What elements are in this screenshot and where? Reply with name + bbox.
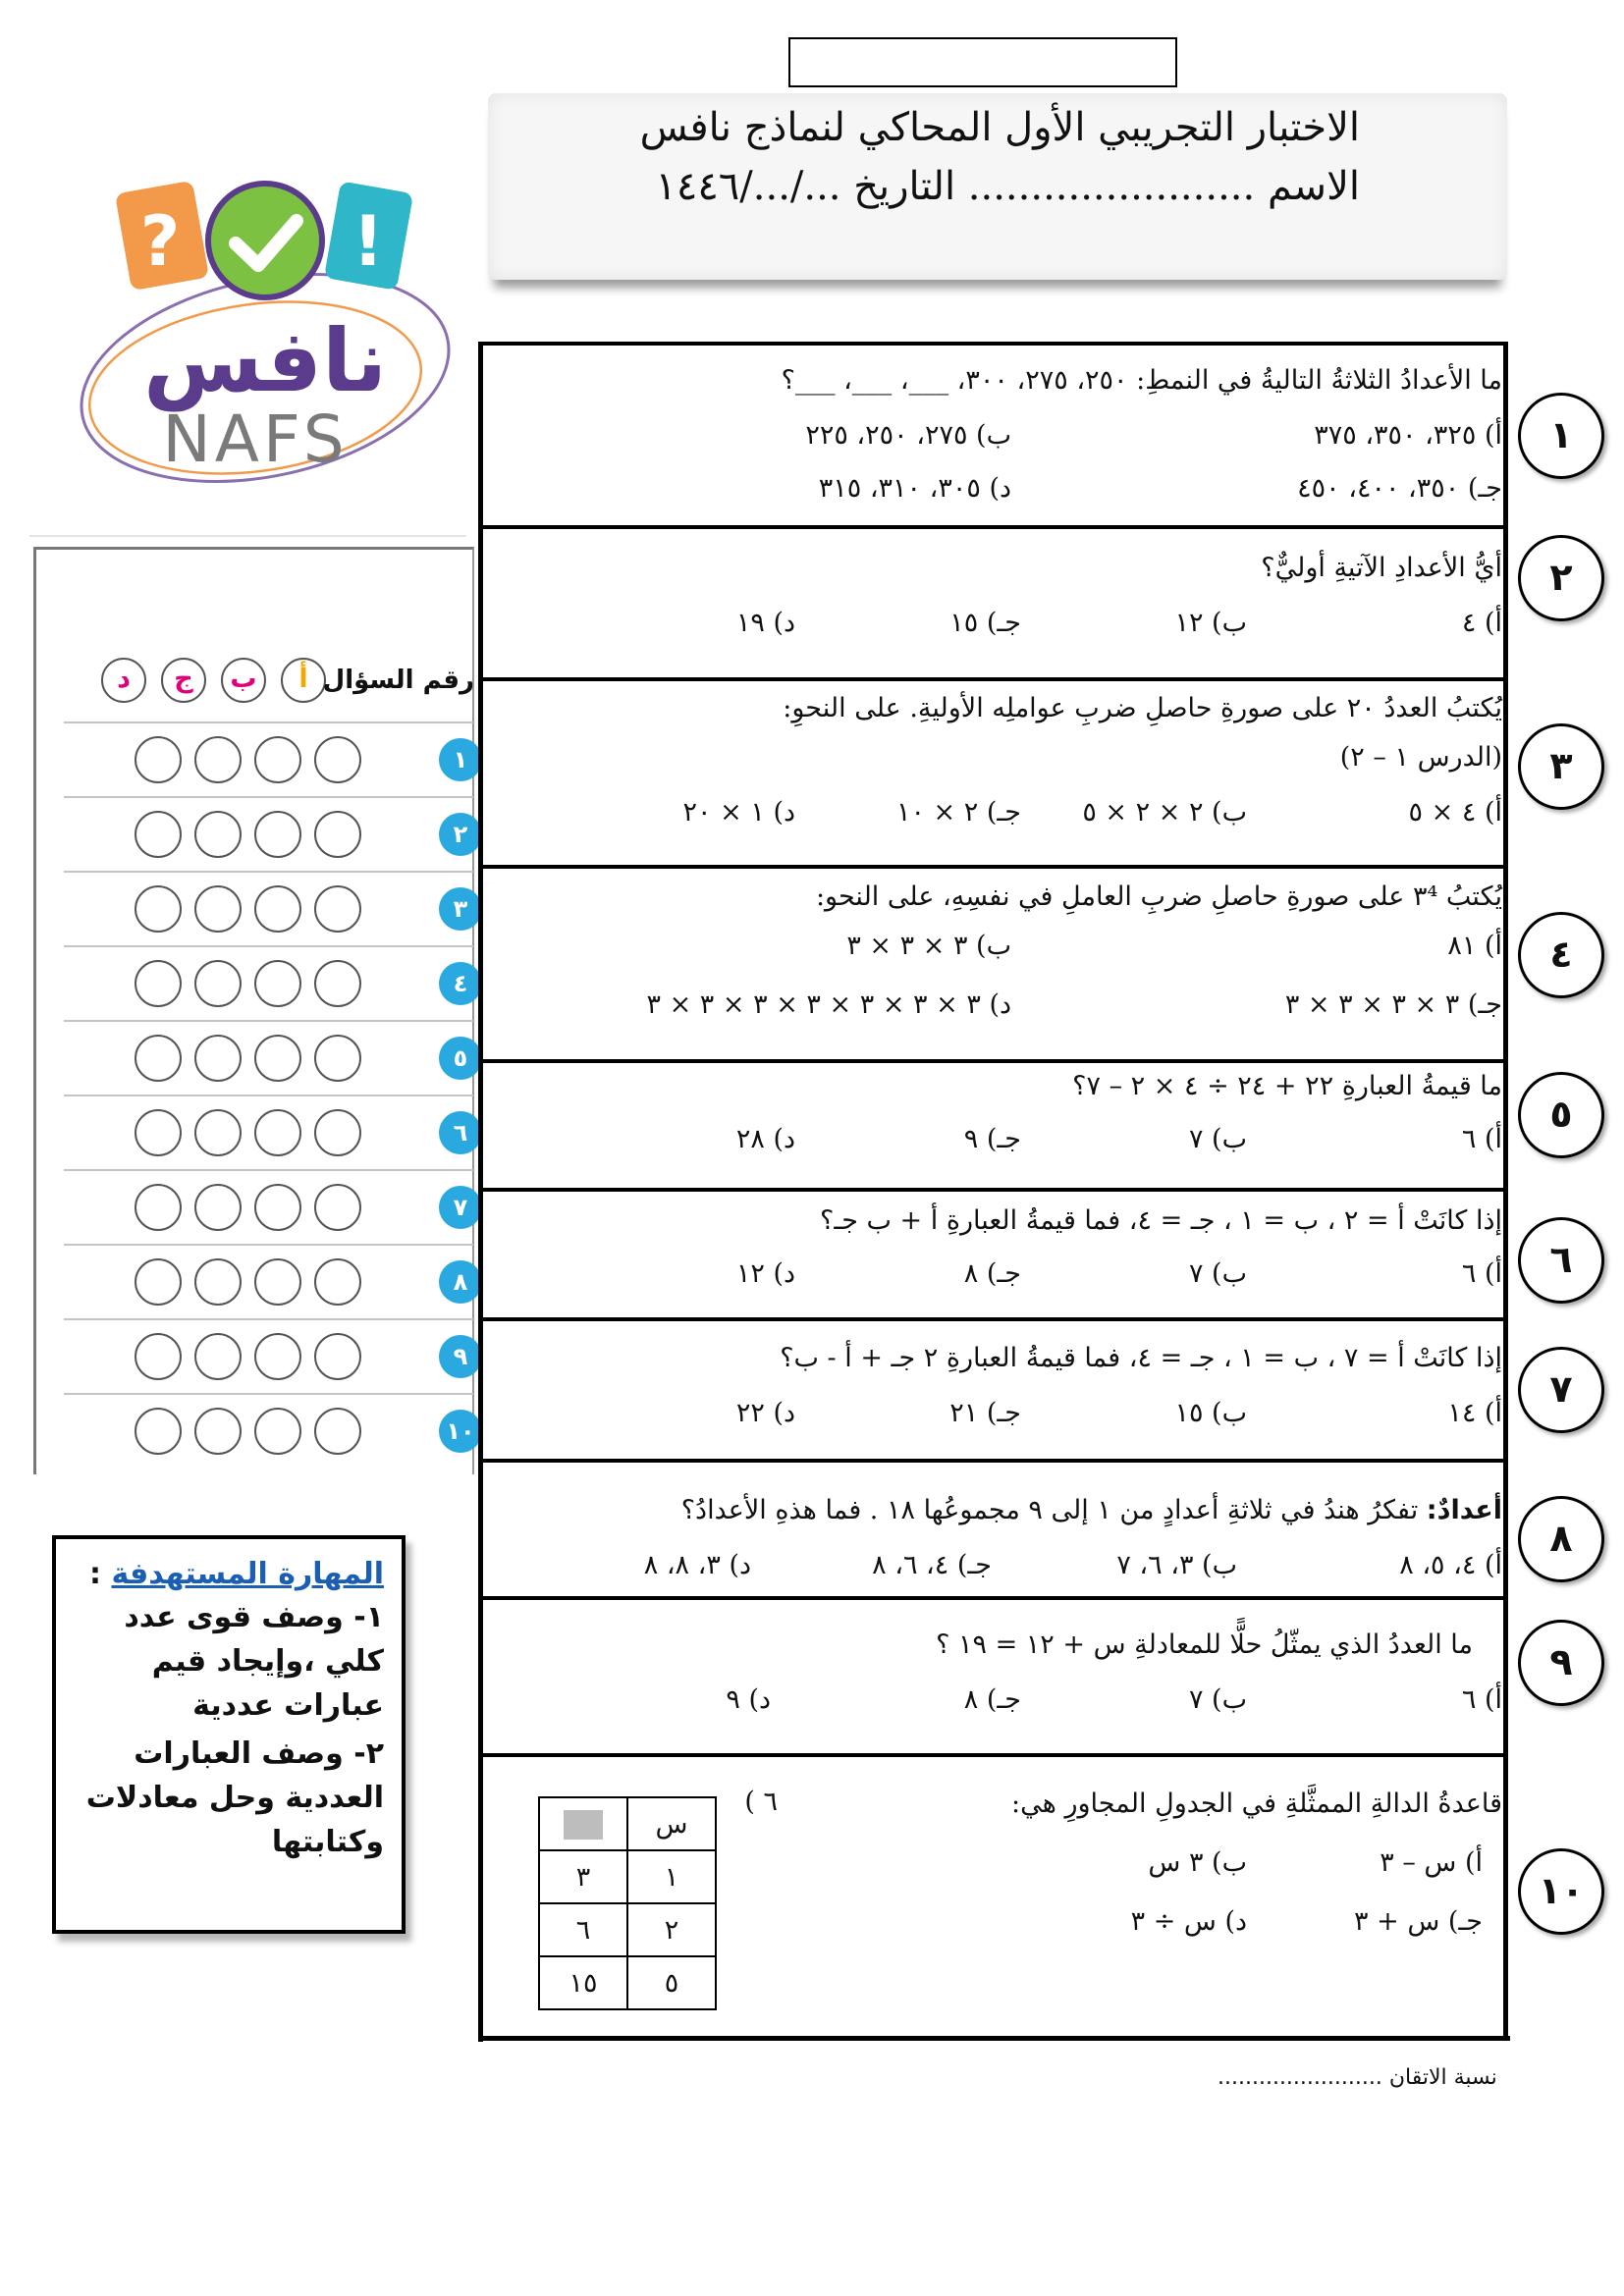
option-c[interactable]: جـ) ٨	[963, 1684, 1021, 1715]
choice-header-d: د	[101, 658, 146, 703]
option-b[interactable]: ب) ٧	[1188, 1258, 1247, 1289]
answer-bubble-a[interactable]	[314, 1258, 361, 1306]
table-header-output	[539, 1797, 627, 1850]
option-c[interactable]: جـ) ٩	[963, 1124, 1021, 1154]
question-stem: أيُّ الأعدادِ الآتيةِ أوليٌّ؟	[1261, 553, 1502, 583]
table-cell-output: ٣	[539, 1850, 627, 1903]
question-number-4: ٤	[1518, 912, 1604, 998]
question-number-2: ٢	[1518, 535, 1604, 621]
option-d[interactable]: د) س ÷ ٣	[1130, 1906, 1247, 1937]
question-5	[491, 1065, 1502, 1183]
answer-row	[64, 721, 473, 796]
option-c[interactable]: جـ) ٢١	[949, 1398, 1021, 1428]
option-b[interactable]: ب) ٢ × ٢ × ٥	[1082, 797, 1247, 828]
option-b[interactable]: ب) ٣ × ٣ × ٣	[846, 931, 1011, 961]
nafs-logo	[69, 167, 461, 491]
answer-bubble-j[interactable]	[194, 736, 242, 783]
answer-sheet-header	[101, 658, 474, 707]
answer-bubble-a[interactable]	[314, 1184, 361, 1231]
stem-label: أعدادٌ:	[1426, 1495, 1502, 1525]
question-9	[491, 1618, 1502, 1745]
option-c[interactable]: جـ) ٣ × ٣ × ٣ × ٣	[1284, 989, 1502, 1020]
answer-bubble-d[interactable]	[135, 1258, 182, 1306]
answer-bubble-d[interactable]	[135, 1109, 182, 1156]
answer-bubble-d[interactable]	[135, 811, 182, 858]
option-c[interactable]: جـ) س + ٣	[1354, 1906, 1483, 1937]
option-d[interactable]: د) ٢٢	[735, 1398, 795, 1428]
table-cell-input: ٢	[627, 1903, 716, 1956]
answer-bubble-d[interactable]	[135, 1333, 182, 1380]
answer-bubble-d[interactable]	[135, 1035, 182, 1082]
option-b[interactable]: ب) ١٥	[1174, 1398, 1247, 1428]
option-b[interactable]: ب) ١٢	[1174, 608, 1247, 638]
answer-row-number: ٥	[439, 1037, 482, 1080]
answer-bubble-a[interactable]	[314, 1035, 361, 1082]
logo-latin: NAFS	[162, 401, 349, 477]
name-date-line: الاسم ....................... التاريخ .../.../١٤٤٦	[655, 164, 1360, 209]
answer-row	[64, 1020, 473, 1095]
option-a[interactable]: أ) ٤، ٥، ٨	[1399, 1550, 1502, 1580]
table-row	[539, 1956, 716, 2009]
option-a[interactable]: أ) س – ٣	[1380, 1847, 1483, 1878]
answer-bubble-d[interactable]	[135, 960, 182, 1007]
function-table	[538, 1796, 717, 2010]
exclamation-glyph: !	[352, 201, 384, 282]
table-header-row	[539, 1797, 716, 1850]
option-b[interactable]: ب) ٣، ٦، ٧	[1116, 1550, 1237, 1580]
answer-row	[64, 1169, 473, 1244]
option-b[interactable]: ب) ٧	[1188, 1124, 1247, 1154]
frame-bottom-rule	[478, 2036, 1510, 2041]
answer-bubble-b[interactable]	[254, 885, 301, 933]
question-number-6: ٦	[1518, 1217, 1604, 1304]
question-stem: ما العددُ الذي يمثّلُ حلًّا للمعادلةِ س + ١٢ = ١٩ ؟	[936, 1629, 1473, 1660]
question-divider	[478, 525, 1508, 529]
answer-bubble-d[interactable]	[135, 1184, 182, 1231]
answer-row	[64, 1095, 473, 1169]
table-row	[539, 1850, 716, 1903]
answer-bubble-b[interactable]	[254, 1258, 301, 1306]
question-stem: يُكتبُ ٣⁴ على صورةِ حاصلِ ضربِ العاملِ في نفسِهِ، على النحو:	[815, 881, 1502, 912]
answer-row-number: ٦	[439, 1111, 482, 1154]
question-stem	[681, 1495, 1502, 1525]
option-d[interactable]: د) ١٢	[735, 1258, 795, 1289]
answer-row-number: ٢	[439, 813, 482, 856]
answer-bubble-b[interactable]	[254, 1035, 301, 1082]
option-c[interactable]: جـ) ٢ × ١٠	[895, 797, 1021, 828]
answer-bubble-j[interactable]	[194, 1109, 242, 1156]
logo-divider	[29, 535, 466, 537]
question-divider	[478, 1317, 1508, 1321]
answer-bubble-a[interactable]	[314, 1333, 361, 1380]
question-3	[491, 687, 1502, 864]
answer-bubble-j[interactable]	[194, 1035, 242, 1082]
table-header-input: س	[627, 1797, 716, 1850]
question-stem: يُكتبُ العددُ ٢٠ على صورةِ حاصلِ ضربِ عواملِه الأوليةِ. على النحوِ:	[783, 693, 1502, 723]
answer-bubble-d[interactable]	[135, 1408, 182, 1455]
table-cell-output: ١٥	[539, 1956, 627, 2009]
answer-row-number: ٨	[439, 1260, 482, 1304]
question-number-1: ١	[1518, 393, 1604, 479]
answer-bubble-a[interactable]	[314, 1408, 361, 1455]
question-mark-glyph: ?	[139, 201, 181, 282]
question-number-3: ٣	[1518, 723, 1604, 810]
answer-row-number: ٣	[439, 887, 482, 931]
answer-bubble-a[interactable]	[314, 736, 361, 783]
option-d[interactable]: د) ٣٠٥، ٣١٠، ٣١٥	[818, 473, 1011, 504]
skills-title-text: المهارة المستهدفة	[111, 1557, 384, 1591]
skills-title-colon: :	[88, 1557, 112, 1591]
question-number-5: ٥	[1518, 1072, 1604, 1158]
choice-header-a: أ	[281, 658, 326, 703]
option-a[interactable]: أ) ٦	[1461, 1258, 1502, 1289]
answer-bubble-j[interactable]	[194, 960, 242, 1007]
table-note: ٦ )	[744, 1787, 778, 1817]
option-a[interactable]: أ) ٤ × ٥	[1408, 797, 1502, 828]
option-d[interactable]: د) ٣، ٨، ٨	[643, 1550, 751, 1580]
answer-bubble-d[interactable]	[135, 736, 182, 783]
option-b[interactable]: ب) ٧	[1188, 1684, 1247, 1715]
question-number-7: ٧	[1518, 1347, 1604, 1433]
question-stem: إذا كانَتْ أ = ٢ ، ب = ١ ، جـ = ٤، فما قيمةُ العبارةِ أ + ب جـ؟	[820, 1205, 1502, 1236]
answer-bubble-b[interactable]	[254, 1184, 301, 1231]
answer-bubble-b[interactable]	[254, 1109, 301, 1156]
answer-bubble-a[interactable]	[314, 811, 361, 858]
option-a[interactable]: أ) ٦	[1461, 1684, 1502, 1715]
answer-row-number: ٧	[439, 1186, 482, 1229]
option-a[interactable]: أ) ٦	[1461, 1124, 1502, 1154]
answer-bubble-j[interactable]	[194, 1408, 242, 1455]
answer-row-number: ٤	[439, 962, 482, 1005]
question-2	[491, 535, 1502, 672]
option-c[interactable]: جـ) ١٥	[949, 608, 1021, 638]
answer-bubble-j[interactable]	[194, 811, 242, 858]
answer-bubble-b[interactable]	[254, 811, 301, 858]
table-row	[539, 1903, 716, 1956]
answer-row	[64, 871, 473, 945]
stem-text: تفكرُ هندُ في ثلاثةِ أعدادٍ من ١ إلى ٩ مجموعُها ١٨ . فما هذهِ الأعدادُ؟	[680, 1495, 1427, 1525]
answer-bubble-a[interactable]	[314, 885, 361, 933]
question-divider	[478, 1753, 1508, 1757]
logo-arabic: نافس	[142, 310, 388, 411]
frame-left-rule	[478, 342, 483, 2042]
answer-bubble-b[interactable]	[254, 736, 301, 783]
question-8	[491, 1477, 1502, 1605]
option-d[interactable]: د) ١٩	[735, 608, 795, 638]
answer-bubble-b[interactable]	[254, 1333, 301, 1380]
option-c[interactable]: جـ) ٤، ٦، ٨	[872, 1550, 992, 1580]
answer-row-number: ٩	[439, 1335, 482, 1378]
question-7	[491, 1333, 1502, 1461]
question-stem: قاعدةُ الدالةِ الممثَّلةِ في الجدولِ المجاورِ هي:	[1011, 1789, 1502, 1819]
question-number-10: ١٠	[1518, 1848, 1604, 1935]
question-divider	[478, 865, 1508, 869]
table-cell-input: ٥	[627, 1956, 716, 2009]
question-stem: إذا كانَتْ أ = ٧ ، ب = ١ ، جـ = ٤، فما قيمةُ العبارةِ ٢ جـ + أ - ب؟	[780, 1343, 1502, 1373]
answer-row-number: ١٠	[439, 1410, 482, 1453]
option-d[interactable]: د) ٢٨	[735, 1124, 795, 1154]
answer-row	[64, 1244, 473, 1318]
answer-bubble-j[interactable]	[194, 1333, 242, 1380]
question-divider	[478, 677, 1508, 681]
answer-bubble-b[interactable]	[254, 1408, 301, 1455]
name-box	[788, 37, 1177, 87]
answer-row-number: ١	[439, 738, 482, 781]
target-skills-box	[52, 1535, 406, 1934]
question-number-9: ٩	[1518, 1620, 1604, 1706]
question-lesson-ref: (الدرس ١ – ٢)	[1339, 742, 1502, 773]
answer-row	[64, 796, 473, 871]
question-6	[491, 1200, 1502, 1317]
option-b[interactable]: ب) ٣ س	[1148, 1847, 1247, 1878]
question-number-8: ٨	[1518, 1496, 1604, 1582]
option-a[interactable]: أ) ٤	[1461, 608, 1502, 638]
answer-bubble-j[interactable]	[194, 1184, 242, 1231]
option-a[interactable]: أ) ٣٢٥، ٣٥٠، ٣٧٥	[1314, 420, 1502, 451]
answer-sheet	[33, 547, 474, 1474]
option-c[interactable]: جـ) ٣٥٠، ٤٠٠، ٤٥٠	[1297, 473, 1502, 504]
option-d[interactable]: د) ٣ × ٣ × ٣ × ٣ × ٣ × ٣ × ٣	[646, 989, 1011, 1020]
question-4	[491, 874, 1502, 1060]
table-cell-input: ١	[627, 1850, 716, 1903]
choice-header-b: ب	[221, 658, 266, 703]
mastery-percentage: نسبة الاتقان ........................	[1218, 2065, 1497, 2090]
question-number-label: رقم السؤال	[322, 666, 474, 695]
question-1	[491, 353, 1502, 520]
answer-bubble-a[interactable]	[314, 960, 361, 1007]
skills-title	[74, 1557, 384, 1591]
answer-row	[64, 1393, 473, 1468]
exam-title: الاختبار التجريبي الأول المحاكي لنماذج نافس	[639, 105, 1360, 150]
option-b[interactable]: ب) ٢٧٥، ٢٥٠، ٢٢٥	[805, 420, 1011, 451]
question-divider	[478, 1188, 1508, 1192]
answer-row	[64, 1318, 473, 1393]
option-a[interactable]: أ) ٨١	[1447, 931, 1502, 961]
skill-item: ٢- وصف العبارات العددية وحل معادلات وكتابتها	[85, 1736, 384, 1859]
answer-bubble-d[interactable]	[135, 885, 182, 933]
question-divider	[478, 342, 1508, 346]
option-a[interactable]: أ) ١٤	[1447, 1398, 1502, 1428]
table-cell-output: ٦	[539, 1903, 627, 1956]
question-stem: ما الأعدادُ الثلاثةُ التاليةُ في النمطِ: ٢٥٠، ٢٧٥، ٣٠٠، ___، ___، ___؟	[781, 365, 1502, 396]
choice-header-j: ج	[161, 658, 206, 703]
answer-bubble-a[interactable]	[314, 1109, 361, 1156]
answer-bubble-j[interactable]	[194, 1258, 242, 1306]
header-banner	[488, 93, 1507, 280]
skill-item: ١- وصف قوى عدد كلي ،وإيجاد قيم عبارات عددية	[124, 1600, 384, 1723]
option-c[interactable]: جـ) ٨	[963, 1258, 1021, 1289]
question-stem: ما قيمةُ العبارةِ ٢٢ + ٢٤ ÷ ٤ × ٢ – ٧؟	[1072, 1071, 1502, 1101]
answer-bubble-b[interactable]	[254, 960, 301, 1007]
answer-row	[64, 945, 473, 1020]
option-d[interactable]: د) ٩	[726, 1684, 771, 1715]
option-d[interactable]: د) ١ × ٢٠	[682, 797, 795, 828]
answer-bubble-j[interactable]	[194, 885, 242, 933]
